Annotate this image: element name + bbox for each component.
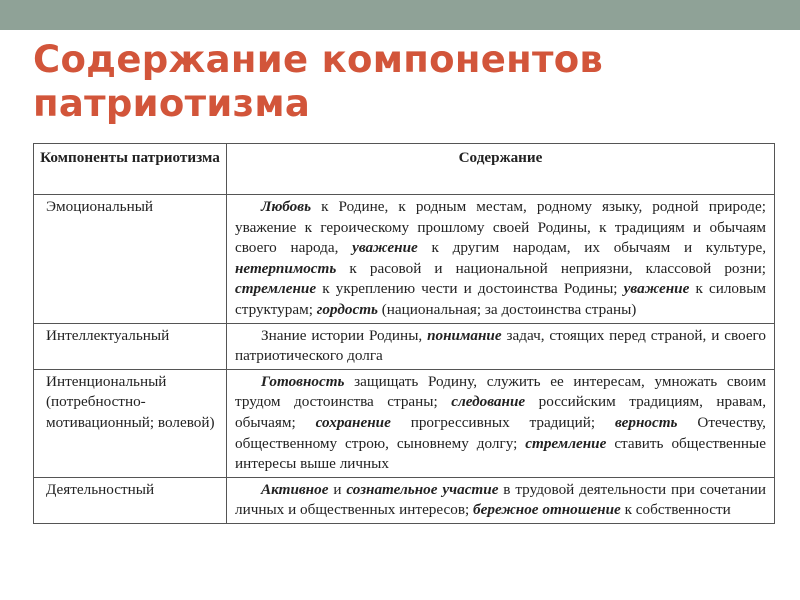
content-text: к Родине, к родным местам, родному языку, родной природе; уважение к героическому прошлому своей Родины, к традициям и обычаям своего народа, [235, 198, 766, 257]
content-paragraph [235, 372, 766, 475]
emphasized-term: гордость [316, 300, 378, 318]
component-cell: Эмоциональный [34, 195, 227, 324]
emphasized-term: сознательное участие [346, 480, 499, 498]
content-text: прогрессивных традиций; [390, 413, 616, 431]
content-text: к силовым структурам; [235, 280, 767, 318]
component-cell: Интеллектуальный [34, 323, 227, 369]
header-components: Компоненты патриотизма [34, 144, 227, 195]
content-text: задач, стоящих перед страной, и своего патриотического долга [235, 326, 766, 365]
emphasized-term: Активное [261, 480, 329, 498]
title-line-2: патриотизма [33, 82, 311, 125]
emphasized-term: сохранение [315, 413, 391, 431]
emphasized-term: понимание [427, 326, 502, 344]
content-text: (национальная; за достоинства страны) [377, 300, 637, 318]
emphasized-term: нетерпимость [235, 259, 337, 277]
top-band [0, 0, 800, 30]
table-row [34, 195, 775, 324]
patriotism-components-table [33, 143, 775, 524]
title-line-1: Содержание компонентов [33, 38, 604, 81]
content-cell [227, 195, 775, 324]
emphasized-term: Готовность [261, 372, 345, 390]
table-header-row [34, 144, 775, 195]
content-text: и [328, 480, 347, 498]
emphasized-term: стремление [525, 434, 607, 452]
content-cell [227, 323, 775, 369]
content-text: Отечеству, общественному строю, сыновнему долгу; [235, 413, 766, 452]
content-text: Знание истории Родины, [261, 326, 428, 344]
table-row [34, 477, 775, 523]
emphasized-term: Любовь [261, 198, 312, 215]
content-text: к другим народам, их обычаям и культуре, [417, 239, 766, 257]
content-paragraph [235, 197, 766, 321]
header-content: Содержание [227, 144, 775, 195]
content-text: к укреплению чести и достоинства Родины; [316, 280, 624, 298]
emphasized-term: стремление [235, 280, 317, 298]
emphasized-term: верность [615, 413, 678, 431]
content-text: в трудовой деятельности при сочетании личных и общественных интересов; [235, 480, 766, 519]
table-row [34, 323, 775, 369]
content-text: защищать Родину, служить ее интересам, умножать своим трудом достоинства страны; [235, 372, 766, 411]
content-text: российским традициям, нравам, обычаям; [235, 393, 766, 431]
content-paragraph [235, 480, 766, 521]
content-text: к расовой и национальной неприязни, классовой розни; [336, 259, 766, 277]
content-text: ставить общественные интересы выше личных [235, 434, 766, 473]
content-paragraph [235, 326, 766, 367]
table-row [34, 369, 775, 477]
content-cell [227, 369, 775, 477]
content-text: к собственности [620, 501, 731, 519]
component-cell: Деятельностный [34, 477, 227, 523]
component-cell: Интенциональный (потребностно-мотивационный; волевой) [34, 369, 227, 477]
content-cell [227, 477, 775, 523]
emphasized-term: бережное отношение [473, 501, 621, 519]
emphasized-term: уважение [623, 280, 690, 298]
slide-title [33, 38, 603, 126]
emphasized-term: уважение [352, 239, 418, 257]
emphasized-term: следование [451, 393, 526, 411]
